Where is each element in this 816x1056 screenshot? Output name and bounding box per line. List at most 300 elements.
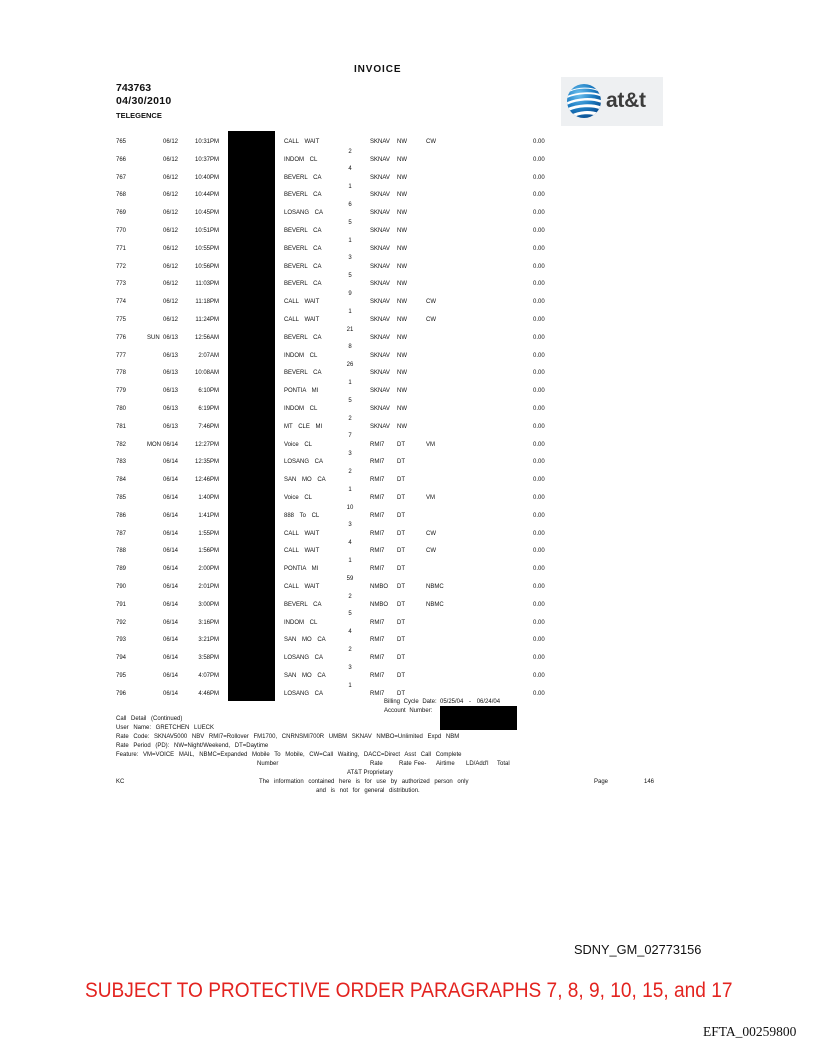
invoice-number: 743763	[116, 82, 152, 94]
call-amount: 0.00	[533, 495, 545, 501]
call-amount: 0.00	[533, 352, 545, 359]
rate-period: NW	[397, 317, 407, 323]
rate-period: NW	[397, 210, 407, 217]
call-minutes: 4	[348, 540, 352, 547]
call-minutes: 1	[348, 557, 352, 564]
call-minutes: 2	[348, 646, 352, 653]
call-date: 06/12	[163, 210, 179, 217]
rate-code: SKNAV	[370, 423, 390, 430]
call-detail-row	[0, 530, 816, 547]
rate-code: SKNAV	[370, 281, 390, 288]
rate-period: DT	[397, 441, 405, 448]
call-time: 6:19PM	[198, 406, 219, 412]
feature-code: CW	[426, 530, 436, 537]
call-detail-row	[0, 476, 816, 493]
call-minutes: 3	[348, 451, 352, 458]
rate-period: DT	[397, 690, 405, 697]
call-minutes: 3	[348, 522, 352, 529]
call-detail-row	[0, 636, 816, 653]
row-number: 783	[116, 459, 127, 466]
call-detail-row	[0, 654, 816, 671]
call-minutes: 10	[346, 504, 354, 511]
feature-code: VM	[426, 441, 435, 448]
rate-code: NMBO	[370, 601, 388, 608]
logo-wordmark: at&t	[606, 89, 646, 112]
call-detail-row	[0, 280, 816, 297]
call-minutes: 5	[348, 397, 352, 404]
column-header: Total	[497, 761, 510, 767]
call-amount: 0.00	[533, 210, 545, 217]
call-amount: 0.00	[533, 388, 545, 395]
call-detail-row	[0, 209, 816, 226]
billing-cycle-dates: 05/25/04 - 06/24/04	[440, 699, 501, 705]
call-amount: 0.00	[533, 673, 545, 679]
rate-code: SKNAV	[370, 263, 390, 270]
page-number: 146	[644, 779, 655, 785]
call-place: LOSANG CA	[284, 459, 324, 466]
call-amount: 0.00	[533, 334, 545, 341]
row-number: 772	[116, 263, 127, 270]
call-date: 06/14	[163, 690, 179, 697]
call-minutes: 2	[348, 148, 352, 155]
call-date: 06/14	[163, 441, 179, 448]
call-minutes: 5	[348, 219, 352, 226]
rate-period: DT	[397, 637, 405, 644]
call-date: 06/13	[163, 388, 179, 395]
row-number: 791	[116, 601, 127, 608]
call-time: 6:10PM	[198, 388, 219, 395]
call-time: 10:56PM	[194, 263, 219, 270]
rate-code: RMI7	[370, 548, 385, 555]
call-place: INDOM CL	[284, 406, 318, 412]
call-amount: 0.00	[533, 459, 545, 466]
call-detail-row	[0, 369, 816, 386]
call-amount: 0.00	[533, 317, 545, 323]
row-number: 792	[116, 619, 127, 626]
call-amount: 0.00	[533, 512, 545, 519]
call-date: 06/12	[163, 228, 179, 234]
call-detail-row	[0, 263, 816, 280]
call-time: 4:07PM	[198, 673, 219, 679]
call-place: CALL WAIT	[284, 530, 320, 537]
row-number: 782	[116, 441, 127, 448]
feature-code: NBMC	[426, 584, 444, 590]
call-place: Voice CL	[284, 495, 313, 501]
call-time: 10:08AM	[194, 370, 219, 377]
rate-code: SKNAV	[370, 174, 390, 181]
rate-code: SKNAV	[370, 228, 390, 234]
call-time: 12:46PM	[194, 477, 219, 484]
call-detail-row	[0, 191, 816, 208]
row-number: 785	[116, 495, 127, 501]
rate-period: NW	[397, 299, 407, 306]
call-place: CALL WAIT	[284, 299, 320, 306]
call-detail-row	[0, 583, 816, 600]
call-minutes: 1	[348, 184, 352, 191]
customer-name: TELEGENCE	[116, 111, 162, 120]
row-number: 769	[116, 210, 127, 217]
rate-code: RMI7	[370, 637, 385, 644]
call-time: 11:18PM	[195, 299, 219, 306]
call-detail-row	[0, 387, 816, 404]
call-detail-row	[0, 405, 816, 422]
call-minutes: 7	[348, 433, 352, 440]
rate-code: SKNAV	[370, 139, 390, 145]
rate-code: SKNAV	[370, 352, 390, 359]
call-amount: 0.00	[533, 281, 545, 288]
day-of-week: SUN	[147, 334, 160, 341]
call-amount: 0.00	[533, 601, 545, 608]
call-minutes: 1	[348, 682, 352, 689]
feature-code: CW	[426, 317, 436, 323]
call-detail-row	[0, 512, 816, 529]
call-minutes: 21	[346, 326, 354, 333]
feature-code: CW	[426, 299, 436, 306]
call-detail-row	[0, 423, 816, 440]
call-place: MT CLE MI	[284, 423, 323, 430]
call-place: LOSANG CA	[284, 690, 324, 697]
call-time: 12:35PM	[194, 459, 219, 466]
row-number: 777	[116, 352, 127, 359]
rate-code: SKNAV	[370, 156, 390, 163]
rate-period: DT	[397, 655, 405, 662]
row-number: 781	[116, 423, 127, 430]
rate-code: RMI7	[370, 512, 385, 519]
row-number: 766	[116, 156, 127, 163]
call-time: 3:00PM	[198, 601, 219, 608]
call-time: 10:44PM	[194, 192, 219, 199]
column-header: Airtime	[436, 761, 455, 767]
call-amount: 0.00	[533, 245, 545, 252]
row-number: 795	[116, 673, 127, 679]
rate-code: SKNAV	[370, 210, 390, 217]
call-date: 06/12	[163, 299, 179, 306]
call-detail-row	[0, 458, 816, 475]
row-number: 775	[116, 317, 127, 323]
call-date: 06/13	[163, 352, 179, 359]
call-place: CALL WAIT	[284, 548, 320, 555]
call-amount: 0.00	[533, 139, 545, 145]
call-place: BEVERL CA	[284, 601, 322, 608]
call-place: CALL WAIT	[284, 317, 320, 323]
rate-period: NW	[397, 139, 407, 145]
call-minutes: 1	[348, 486, 352, 493]
call-date: 06/14	[163, 637, 179, 644]
call-time: 2:00PM	[198, 566, 219, 573]
row-number: 768	[116, 192, 127, 199]
call-date: 06/14	[163, 495, 179, 501]
call-place: PONTIA MI	[284, 388, 319, 395]
call-date: 06/14	[163, 619, 179, 626]
call-minutes: 59	[346, 575, 354, 582]
call-date: 06/13	[163, 406, 179, 412]
call-detail-row	[0, 334, 816, 351]
feature-legend: Feature: VM=VOICE MAIL, NBMC=Expanded Mobile To Mobile, CW=Call Waiting, DACC=Direct Asst Call Complete	[116, 752, 462, 758]
call-detail-row	[0, 227, 816, 244]
rate-period: NW	[397, 423, 407, 430]
call-minutes: 2	[348, 593, 352, 600]
call-date: 06/14	[163, 512, 179, 519]
rate-code: RMI7	[370, 655, 385, 662]
row-number: 765	[116, 139, 127, 145]
rate-code: SKNAV	[370, 192, 390, 199]
rate-code: RMI7	[370, 459, 385, 466]
call-amount: 0.00	[533, 584, 545, 590]
call-date: 06/14	[163, 601, 179, 608]
call-time: 12:56AM	[194, 334, 219, 341]
call-date: 06/13	[163, 334, 179, 341]
column-header: Rate	[399, 761, 412, 767]
call-place: Voice CL	[284, 441, 313, 448]
call-time: 11:24PM	[195, 317, 219, 323]
call-time: 10:51PM	[194, 228, 219, 234]
call-date: 06/12	[163, 156, 179, 163]
feature-code: VM	[426, 495, 435, 501]
rate-period: NW	[397, 406, 407, 412]
rate-code: RMI7	[370, 495, 385, 501]
rate-period: DT	[397, 512, 405, 519]
rate-period: DT	[397, 459, 405, 466]
call-time: 11:03PM	[195, 281, 219, 288]
row-number: 793	[116, 637, 127, 644]
call-place: BEVERL CA	[284, 174, 322, 181]
call-amount: 0.00	[533, 530, 545, 537]
preparer-initials: KC	[116, 779, 125, 785]
rate-code: SKNAV	[370, 388, 390, 395]
call-time: 4:46PM	[198, 690, 219, 697]
call-place: BEVERL CA	[284, 192, 322, 199]
call-time: 1:40PM	[198, 495, 219, 501]
call-amount: 0.00	[533, 655, 545, 662]
call-time: 3:16PM	[198, 619, 219, 626]
call-minutes: 4	[348, 166, 352, 173]
call-date: 06/13	[163, 370, 179, 377]
call-date: 06/14	[163, 548, 179, 555]
call-amount: 0.00	[533, 156, 545, 163]
call-time: 1:56PM	[198, 548, 219, 555]
call-time: 1:55PM	[198, 530, 219, 537]
row-number: 776	[116, 334, 127, 341]
call-date: 06/14	[163, 459, 179, 466]
row-number: 794	[116, 655, 127, 662]
rate-code: SKNAV	[370, 299, 390, 306]
call-detail-row	[0, 441, 816, 458]
call-date: 06/12	[163, 192, 179, 199]
call-time: 10:45PM	[194, 210, 219, 217]
call-minutes: 5	[348, 273, 352, 280]
rate-period: NW	[397, 174, 407, 181]
call-detail-row	[0, 352, 816, 369]
call-amount: 0.00	[533, 441, 545, 448]
call-amount: 0.00	[533, 192, 545, 199]
call-detail-row	[0, 138, 816, 155]
call-minutes: 1	[348, 308, 352, 315]
rate-period: NW	[397, 263, 407, 270]
row-number: 774	[116, 299, 127, 306]
confidentiality-notice-line1: The information contained here is for use by authorized person only	[259, 779, 469, 785]
row-number: 786	[116, 512, 127, 519]
rate-code-legend: Rate Code: SKNAV5000 NBV RMI7=Rollover FM1700, CNRNSMI700R UMBM SKNAV NMBO=Unlimited Expd NBM	[116, 734, 460, 740]
call-time: 10:31PM	[194, 139, 219, 145]
call-detail-row	[0, 174, 816, 191]
rate-period: DT	[397, 548, 405, 555]
rate-code: RMI7	[370, 441, 385, 448]
call-date: 06/13	[163, 423, 179, 430]
rate-code: RMI7	[370, 673, 385, 679]
rate-code: SKNAV	[370, 370, 390, 377]
call-detail-row	[0, 156, 816, 173]
rate-code: RMI7	[370, 619, 385, 626]
call-detail-row	[0, 565, 816, 582]
call-place: BEVERL CA	[284, 263, 322, 270]
call-date: 06/14	[163, 655, 179, 662]
rate-code: SKNAV	[370, 245, 390, 252]
call-place: SAN MO CA	[284, 477, 326, 484]
rate-period: NW	[397, 334, 407, 341]
rate-code: RMI7	[370, 530, 385, 537]
call-place: SAN MO CA	[284, 637, 326, 644]
section-title: Call Detail (Continued)	[116, 716, 183, 722]
call-time: 10:40PM	[194, 174, 219, 181]
proprietary-notice: AT&T Proprietary	[347, 770, 393, 776]
row-number: 784	[116, 477, 127, 484]
bates-number: SDNY_GM_02773156	[574, 942, 702, 957]
call-minutes: 9	[348, 290, 352, 297]
rate-period: DT	[397, 566, 405, 573]
call-place: BEVERL CA	[284, 281, 322, 288]
call-time: 10:37PM	[194, 156, 219, 163]
call-place: CALL WAIT	[284, 139, 320, 145]
call-detail-row	[0, 601, 816, 618]
call-time: 2:07AM	[198, 352, 219, 359]
row-number: 796	[116, 690, 127, 697]
call-place: BEVERL CA	[284, 245, 322, 252]
call-minutes: 2	[348, 415, 352, 422]
page-label: Page	[594, 779, 609, 785]
call-time: 3:58PM	[198, 655, 219, 662]
call-place: BEVERL CA	[284, 370, 322, 377]
feature-code: NBMC	[426, 601, 444, 608]
billing-cycle-label: Billing Cycle Date:	[384, 699, 437, 705]
call-detail-row	[0, 690, 816, 698]
call-place: CALL WAIT	[284, 584, 320, 590]
call-amount: 0.00	[533, 637, 545, 644]
row-number: 790	[116, 584, 127, 590]
call-minutes: 1	[348, 379, 352, 386]
rate-period-legend: Rate Period (PD): NW=Night/Weekend, DT=Daytime	[116, 743, 269, 749]
call-time: 1:41PM	[198, 512, 219, 519]
call-date: 06/12	[163, 245, 179, 252]
rate-code: RMI7	[370, 566, 385, 573]
call-amount: 0.00	[533, 263, 545, 270]
call-date: 06/12	[163, 317, 179, 323]
rate-code: RMI7	[370, 477, 385, 484]
row-number: 788	[116, 548, 127, 555]
confidentiality-notice-line2: and is not for general distribution.	[316, 788, 420, 794]
protective-order-stamp: SUBJECT TO PROTECTIVE ORDER PARAGRAPHS 7, 8, 9, 10, 15, and 17	[85, 979, 733, 1002]
call-amount: 0.00	[533, 228, 545, 234]
rate-period: NW	[397, 388, 407, 395]
call-detail-row	[0, 619, 816, 636]
account-number-label: Account Number:	[384, 708, 433, 714]
call-amount: 0.00	[533, 406, 545, 412]
call-amount: 0.00	[533, 423, 545, 430]
call-amount: 0.00	[533, 299, 545, 306]
rate-period: NW	[397, 192, 407, 199]
call-amount: 0.00	[533, 566, 545, 573]
call-date: 06/14	[163, 530, 179, 537]
row-number: 778	[116, 370, 127, 377]
column-header: LD/Add'l	[466, 761, 489, 767]
call-date: 06/14	[163, 566, 179, 573]
call-amount: 0.00	[533, 548, 545, 555]
rate-period: NW	[397, 228, 407, 234]
document-title: INVOICE	[354, 64, 402, 75]
call-amount: 0.00	[533, 174, 545, 181]
rate-period: DT	[397, 495, 405, 501]
call-amount: 0.00	[533, 477, 545, 484]
row-number: 780	[116, 406, 127, 412]
call-place: INDOM CL	[284, 156, 318, 163]
feature-code: CW	[426, 139, 436, 145]
call-detail-row	[0, 494, 816, 511]
efta-number: EFTA_00259800	[703, 1024, 797, 1039]
call-time: 3:21PM	[198, 637, 219, 644]
row-number: 771	[116, 245, 127, 252]
rate-period: NW	[397, 352, 407, 359]
day-of-week: MON	[147, 441, 161, 448]
call-place: 888 To CL	[284, 512, 320, 519]
feature-code: CW	[426, 548, 436, 555]
column-header: Fee-	[414, 761, 427, 767]
call-date: 06/12	[163, 281, 179, 288]
call-detail-row	[0, 298, 816, 315]
call-date: 06/14	[163, 477, 179, 484]
call-minutes: 6	[348, 201, 352, 208]
call-detail-row	[0, 316, 816, 333]
call-place: BEVERL CA	[284, 228, 322, 234]
call-amount: 0.00	[533, 619, 545, 626]
call-minutes: 3	[348, 664, 352, 671]
rate-code: NMBO	[370, 584, 388, 590]
call-place: BEVERL CA	[284, 334, 322, 341]
rate-period: DT	[397, 619, 405, 626]
row-number: 787	[116, 530, 127, 537]
rate-period: DT	[397, 477, 405, 484]
rate-period: NW	[397, 281, 407, 288]
rate-code: RMI7	[370, 690, 385, 697]
user-name: User Name: GRETCHEN LUECK	[116, 725, 215, 731]
call-amount: 0.00	[533, 370, 545, 377]
call-detail-row	[0, 672, 816, 689]
call-place: INDOM CL	[284, 619, 318, 626]
call-time: 7:46PM	[198, 423, 219, 430]
call-detail-row	[0, 245, 816, 262]
rate-period: NW	[397, 156, 407, 163]
call-minutes: 3	[348, 255, 352, 262]
call-time: 10:55PM	[194, 245, 219, 252]
call-place: LOSANG CA	[284, 210, 324, 217]
rate-code: SKNAV	[370, 317, 390, 323]
call-place: SAN MO CA	[284, 673, 326, 679]
call-minutes: 8	[348, 344, 352, 351]
rate-period: DT	[397, 584, 405, 590]
call-place: LOSANG CA	[284, 655, 324, 662]
redaction-bar-account-number	[440, 706, 517, 730]
call-minutes: 4	[348, 629, 352, 636]
call-date: 06/14	[163, 673, 179, 679]
rate-period: DT	[397, 673, 405, 679]
